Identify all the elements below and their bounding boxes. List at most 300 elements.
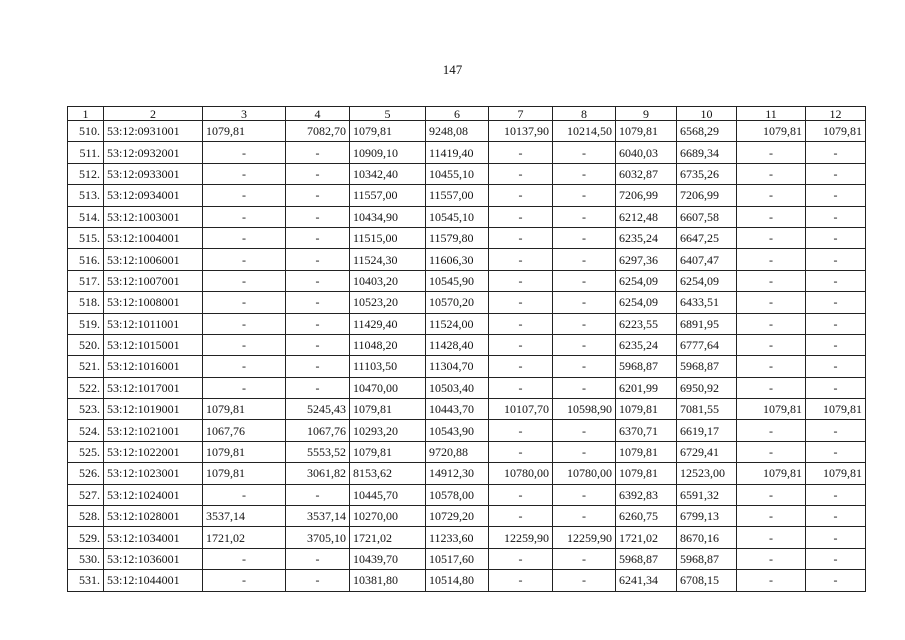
value-cell: 1721,02 — [616, 527, 677, 548]
column-header: 10 — [677, 107, 737, 121]
value-cell: 11515,00 — [350, 227, 426, 248]
value-cell: 6235,24 — [616, 334, 677, 355]
table-row — [68, 484, 866, 505]
cadastral-code-cell: 53:12:0933001 — [104, 163, 203, 184]
row-number-cell: 517. — [68, 270, 104, 291]
row-number-cell: 525. — [68, 441, 104, 462]
value-cell: 1079,81 — [616, 121, 677, 142]
value-cell: - — [737, 163, 806, 184]
value-cell: 3537,14 — [203, 506, 286, 527]
value-cell: 6254,09 — [677, 270, 737, 291]
value-cell: 6433,51 — [677, 292, 737, 313]
table-row — [68, 527, 866, 548]
value-cell: 1079,81 — [203, 121, 286, 142]
cadastral-code-cell: 53:12:1011001 — [104, 313, 203, 334]
value-cell: 1079,81 — [203, 441, 286, 462]
value-cell: - — [286, 484, 350, 505]
value-cell: - — [489, 313, 553, 334]
column-header: 8 — [553, 107, 616, 121]
value-cell: - — [806, 185, 866, 206]
value-cell: 1079,81 — [806, 121, 866, 142]
value-cell: 6708,15 — [677, 570, 737, 591]
value-cell: 11048,20 — [350, 334, 426, 355]
value-cell: - — [203, 249, 286, 270]
value-cell: 10443,70 — [426, 399, 489, 420]
value-cell: - — [806, 270, 866, 291]
value-cell: 1067,76 — [286, 420, 350, 441]
row-number-cell: 511. — [68, 142, 104, 163]
value-cell: - — [489, 142, 553, 163]
cadastral-code-cell: 53:12:1017001 — [104, 377, 203, 398]
table-row — [68, 420, 866, 441]
value-cell: 10909,10 — [350, 142, 426, 163]
cadastral-code-cell: 53:12:1003001 — [104, 206, 203, 227]
data-table — [67, 106, 866, 592]
value-cell: 10517,60 — [426, 548, 489, 569]
value-cell: - — [553, 334, 616, 355]
column-header: 12 — [806, 107, 866, 121]
value-cell: 10780,00 — [553, 463, 616, 484]
value-cell: 14912,30 — [426, 463, 489, 484]
row-number-cell: 526. — [68, 463, 104, 484]
value-cell: - — [489, 292, 553, 313]
table-row — [68, 463, 866, 484]
value-cell: 10503,40 — [426, 377, 489, 398]
value-cell: 10445,70 — [350, 484, 426, 505]
value-cell: - — [203, 185, 286, 206]
table-row — [68, 441, 866, 462]
table-row — [68, 506, 866, 527]
value-cell: - — [806, 334, 866, 355]
value-cell: - — [553, 506, 616, 527]
value-cell: 10214,50 — [553, 121, 616, 142]
value-cell: - — [489, 185, 553, 206]
row-number-cell: 523. — [68, 399, 104, 420]
value-cell: - — [203, 206, 286, 227]
table-row — [68, 313, 866, 334]
value-cell: 5968,87 — [616, 356, 677, 377]
table-row — [68, 356, 866, 377]
cadastral-code-cell: 53:12:1019001 — [104, 399, 203, 420]
value-cell: - — [737, 292, 806, 313]
cadastral-code-cell: 53:12:1024001 — [104, 484, 203, 505]
value-cell: 10570,20 — [426, 292, 489, 313]
table-row — [68, 377, 866, 398]
value-cell: - — [806, 548, 866, 569]
value-cell: 1079,81 — [203, 463, 286, 484]
value-cell: 6950,92 — [677, 377, 737, 398]
value-cell: 7081,55 — [677, 399, 737, 420]
cadastral-code-cell: 53:12:1044001 — [104, 570, 203, 591]
value-cell: 1079,81 — [616, 399, 677, 420]
table-row — [68, 334, 866, 355]
row-number-cell: 527. — [68, 484, 104, 505]
row-number-cell: 516. — [68, 249, 104, 270]
value-cell: 10470,00 — [350, 377, 426, 398]
cadastral-code-cell: 53:12:1034001 — [104, 527, 203, 548]
row-number-cell: 528. — [68, 506, 104, 527]
value-cell: 12259,90 — [489, 527, 553, 548]
value-cell: - — [737, 227, 806, 248]
table-row — [68, 270, 866, 291]
value-cell: 6568,29 — [677, 121, 737, 142]
row-number-cell: 522. — [68, 377, 104, 398]
cadastral-code-cell: 53:12:1007001 — [104, 270, 203, 291]
value-cell: 6254,09 — [616, 270, 677, 291]
value-cell: - — [489, 506, 553, 527]
value-cell: - — [553, 484, 616, 505]
value-cell: - — [553, 377, 616, 398]
table-row — [68, 399, 866, 420]
value-cell: - — [737, 506, 806, 527]
value-cell: - — [553, 142, 616, 163]
row-number-cell: 529. — [68, 527, 104, 548]
row-number-cell: 512. — [68, 163, 104, 184]
column-header: 1 — [68, 107, 104, 121]
value-cell: - — [286, 548, 350, 569]
value-cell: - — [203, 270, 286, 291]
table-row — [68, 142, 866, 163]
cadastral-code-cell: 53:12:1036001 — [104, 548, 203, 569]
value-cell: 11233,60 — [426, 527, 489, 548]
value-cell: 1079,81 — [616, 463, 677, 484]
value-cell: - — [806, 292, 866, 313]
value-cell: - — [806, 249, 866, 270]
value-cell: 6260,75 — [616, 506, 677, 527]
value-cell: 6370,71 — [616, 420, 677, 441]
value-cell: - — [806, 527, 866, 548]
value-cell: - — [737, 249, 806, 270]
value-cell: - — [489, 249, 553, 270]
value-cell: 6040,03 — [616, 142, 677, 163]
value-cell: 1079,81 — [350, 441, 426, 462]
value-cell: - — [286, 227, 350, 248]
value-cell: - — [806, 163, 866, 184]
value-cell: 5968,87 — [616, 548, 677, 569]
value-cell: 6223,55 — [616, 313, 677, 334]
value-cell: - — [553, 548, 616, 569]
value-cell: 10403,20 — [350, 270, 426, 291]
column-header: 3 — [203, 107, 286, 121]
value-cell: 10434,90 — [350, 206, 426, 227]
cadastral-code-cell: 53:12:1006001 — [104, 249, 203, 270]
value-cell: 6591,32 — [677, 484, 737, 505]
value-cell: - — [806, 313, 866, 334]
value-cell: - — [553, 270, 616, 291]
value-cell: 11428,40 — [426, 334, 489, 355]
value-cell: 3061,82 — [286, 463, 350, 484]
value-cell: - — [489, 206, 553, 227]
cadastral-code-cell: 53:12:1022001 — [104, 441, 203, 462]
value-cell: - — [286, 163, 350, 184]
row-number-cell: 521. — [68, 356, 104, 377]
value-cell: 10137,90 — [489, 121, 553, 142]
value-cell: - — [806, 484, 866, 505]
value-cell: 12523,00 — [677, 463, 737, 484]
value-cell: 11524,00 — [426, 313, 489, 334]
cadastral-code-cell: 53:12:1023001 — [104, 463, 203, 484]
value-cell: - — [286, 313, 350, 334]
value-cell: - — [203, 484, 286, 505]
value-cell: - — [806, 142, 866, 163]
value-cell: - — [489, 548, 553, 569]
cadastral-code-cell: 53:12:1028001 — [104, 506, 203, 527]
value-cell: 1079,81 — [616, 441, 677, 462]
value-cell: 1079,81 — [737, 399, 806, 420]
value-cell: 7206,99 — [616, 185, 677, 206]
value-cell: - — [553, 441, 616, 462]
value-cell: 1721,02 — [203, 527, 286, 548]
row-number-cell: 520. — [68, 334, 104, 355]
value-cell: 10342,40 — [350, 163, 426, 184]
value-cell: - — [737, 206, 806, 227]
value-cell: 10455,10 — [426, 163, 489, 184]
value-cell: 6392,83 — [616, 484, 677, 505]
value-cell: 10543,90 — [426, 420, 489, 441]
cadastral-code-cell: 53:12:0934001 — [104, 185, 203, 206]
value-cell: 10578,00 — [426, 484, 489, 505]
value-cell: 6407,47 — [677, 249, 737, 270]
value-cell: 5245,43 — [286, 399, 350, 420]
table-row — [68, 570, 866, 591]
value-cell: - — [203, 142, 286, 163]
value-cell: 6212,48 — [616, 206, 677, 227]
value-cell: - — [553, 356, 616, 377]
value-cell: - — [806, 356, 866, 377]
value-cell: 10270,00 — [350, 506, 426, 527]
value-cell: 10545,90 — [426, 270, 489, 291]
value-cell: - — [489, 270, 553, 291]
value-cell: - — [737, 270, 806, 291]
value-cell: - — [286, 377, 350, 398]
table-row — [68, 227, 866, 248]
value-cell: 10780,00 — [489, 463, 553, 484]
value-cell: 10523,20 — [350, 292, 426, 313]
value-cell: - — [489, 334, 553, 355]
table-body — [68, 121, 866, 592]
cadastral-code-cell: 53:12:1004001 — [104, 227, 203, 248]
value-cell: 9720,88 — [426, 441, 489, 462]
value-cell: 11557,00 — [426, 185, 489, 206]
column-header: 9 — [616, 107, 677, 121]
value-cell: 3537,14 — [286, 506, 350, 527]
value-cell: 9248,08 — [426, 121, 489, 142]
value-cell: 6799,13 — [677, 506, 737, 527]
table-row — [68, 121, 866, 142]
value-cell: - — [489, 570, 553, 591]
value-cell: 6729,41 — [677, 441, 737, 462]
value-cell: - — [489, 163, 553, 184]
value-cell: 6201,99 — [616, 377, 677, 398]
row-number-cell: 518. — [68, 292, 104, 313]
value-cell: - — [203, 570, 286, 591]
value-cell: 5968,87 — [677, 548, 737, 569]
column-header: 2 — [104, 107, 203, 121]
value-cell: - — [737, 377, 806, 398]
value-cell: 1079,81 — [737, 121, 806, 142]
value-cell: 6235,24 — [616, 227, 677, 248]
value-cell: 6032,87 — [616, 163, 677, 184]
value-cell: 6607,58 — [677, 206, 737, 227]
value-cell: 5553,52 — [286, 441, 350, 462]
header-row — [68, 107, 866, 121]
value-cell: 12259,90 — [553, 527, 616, 548]
value-cell: - — [806, 441, 866, 462]
value-cell: 11419,40 — [426, 142, 489, 163]
value-cell: - — [286, 249, 350, 270]
value-cell: - — [737, 484, 806, 505]
value-cell: - — [286, 334, 350, 355]
value-cell: 11304,70 — [426, 356, 489, 377]
value-cell: - — [286, 185, 350, 206]
value-cell: - — [286, 206, 350, 227]
value-cell: 8670,16 — [677, 527, 737, 548]
cadastral-code-cell: 53:12:0932001 — [104, 142, 203, 163]
cadastral-code-cell: 53:12:1016001 — [104, 356, 203, 377]
cadastral-code-cell: 53:12:1015001 — [104, 334, 203, 355]
value-cell: - — [286, 356, 350, 377]
value-cell: - — [203, 313, 286, 334]
column-header: 11 — [737, 107, 806, 121]
value-cell: - — [286, 292, 350, 313]
table-row — [68, 548, 866, 569]
row-number-cell: 513. — [68, 185, 104, 206]
value-cell: - — [203, 377, 286, 398]
value-cell: 6619,17 — [677, 420, 737, 441]
cadastral-code-cell: 53:12:1021001 — [104, 420, 203, 441]
value-cell: - — [286, 270, 350, 291]
value-cell: - — [737, 420, 806, 441]
value-cell: 7206,99 — [677, 185, 737, 206]
value-cell: - — [489, 227, 553, 248]
value-cell: - — [737, 548, 806, 569]
value-cell: - — [737, 313, 806, 334]
value-cell: - — [806, 377, 866, 398]
value-cell: 11524,30 — [350, 249, 426, 270]
value-cell: 10107,70 — [489, 399, 553, 420]
table-row — [68, 185, 866, 206]
value-cell: - — [553, 313, 616, 334]
value-cell: - — [806, 420, 866, 441]
value-cell: 11557,00 — [350, 185, 426, 206]
row-number-cell: 531. — [68, 570, 104, 591]
value-cell: 6689,34 — [677, 142, 737, 163]
column-header: 7 — [489, 107, 553, 121]
value-cell: - — [553, 163, 616, 184]
value-cell: - — [553, 249, 616, 270]
value-cell: 11579,80 — [426, 227, 489, 248]
value-cell: - — [553, 227, 616, 248]
value-cell: - — [203, 227, 286, 248]
value-cell: - — [553, 206, 616, 227]
value-cell: - — [737, 185, 806, 206]
value-cell: - — [553, 570, 616, 591]
value-cell: - — [737, 142, 806, 163]
value-cell: 10293,20 — [350, 420, 426, 441]
value-cell: - — [553, 185, 616, 206]
row-number-cell: 530. — [68, 548, 104, 569]
value-cell: 6891,95 — [677, 313, 737, 334]
value-cell: 6297,36 — [616, 249, 677, 270]
value-cell: 1079,81 — [203, 399, 286, 420]
value-cell: 11429,40 — [350, 313, 426, 334]
value-cell: 1721,02 — [350, 527, 426, 548]
value-cell: 10729,20 — [426, 506, 489, 527]
value-cell: - — [286, 142, 350, 163]
value-cell: 6241,34 — [616, 570, 677, 591]
table-row — [68, 249, 866, 270]
value-cell: - — [286, 570, 350, 591]
column-header: 6 — [426, 107, 489, 121]
value-cell: 10439,70 — [350, 548, 426, 569]
table-row — [68, 206, 866, 227]
row-number-cell: 514. — [68, 206, 104, 227]
row-number-cell: 519. — [68, 313, 104, 334]
value-cell: - — [806, 227, 866, 248]
value-cell: - — [806, 206, 866, 227]
value-cell: 6777,64 — [677, 334, 737, 355]
table-row — [68, 292, 866, 313]
value-cell: - — [737, 527, 806, 548]
value-cell: 1079,81 — [737, 463, 806, 484]
value-cell: - — [203, 163, 286, 184]
value-cell: - — [203, 548, 286, 569]
value-cell: - — [203, 356, 286, 377]
value-cell: 10514,80 — [426, 570, 489, 591]
value-cell: 5968,87 — [677, 356, 737, 377]
value-cell: 8153,62 — [350, 463, 426, 484]
value-cell: 6647,25 — [677, 227, 737, 248]
value-cell: 1067,76 — [203, 420, 286, 441]
value-cell: - — [806, 570, 866, 591]
value-cell: 10545,10 — [426, 206, 489, 227]
value-cell: 1079,81 — [806, 463, 866, 484]
row-number-cell: 524. — [68, 420, 104, 441]
value-cell: 6735,26 — [677, 163, 737, 184]
value-cell: - — [737, 570, 806, 591]
value-cell: - — [203, 292, 286, 313]
value-cell: - — [489, 377, 553, 398]
cadastral-code-cell: 53:12:1008001 — [104, 292, 203, 313]
value-cell: - — [806, 506, 866, 527]
value-cell: 1079,81 — [350, 121, 426, 142]
value-cell: - — [737, 356, 806, 377]
value-cell: 6254,09 — [616, 292, 677, 313]
table-row — [68, 163, 866, 184]
value-cell: - — [737, 441, 806, 462]
value-cell: - — [737, 334, 806, 355]
value-cell: - — [489, 356, 553, 377]
value-cell: 10381,80 — [350, 570, 426, 591]
value-cell: 3705,10 — [286, 527, 350, 548]
value-cell: - — [489, 484, 553, 505]
value-cell: 11103,50 — [350, 356, 426, 377]
value-cell: - — [553, 292, 616, 313]
value-cell: - — [489, 420, 553, 441]
value-cell: 7082,70 — [286, 121, 350, 142]
value-cell: - — [553, 420, 616, 441]
column-header: 4 — [286, 107, 350, 121]
value-cell: 1079,81 — [350, 399, 426, 420]
row-number-cell: 510. — [68, 121, 104, 142]
value-cell: 11606,30 — [426, 249, 489, 270]
table-header — [68, 107, 866, 121]
value-cell: - — [489, 441, 553, 462]
column-header: 5 — [350, 107, 426, 121]
page-number: 147 — [442, 62, 463, 77]
value-cell: 10598,90 — [553, 399, 616, 420]
value-cell: 1079,81 — [806, 399, 866, 420]
